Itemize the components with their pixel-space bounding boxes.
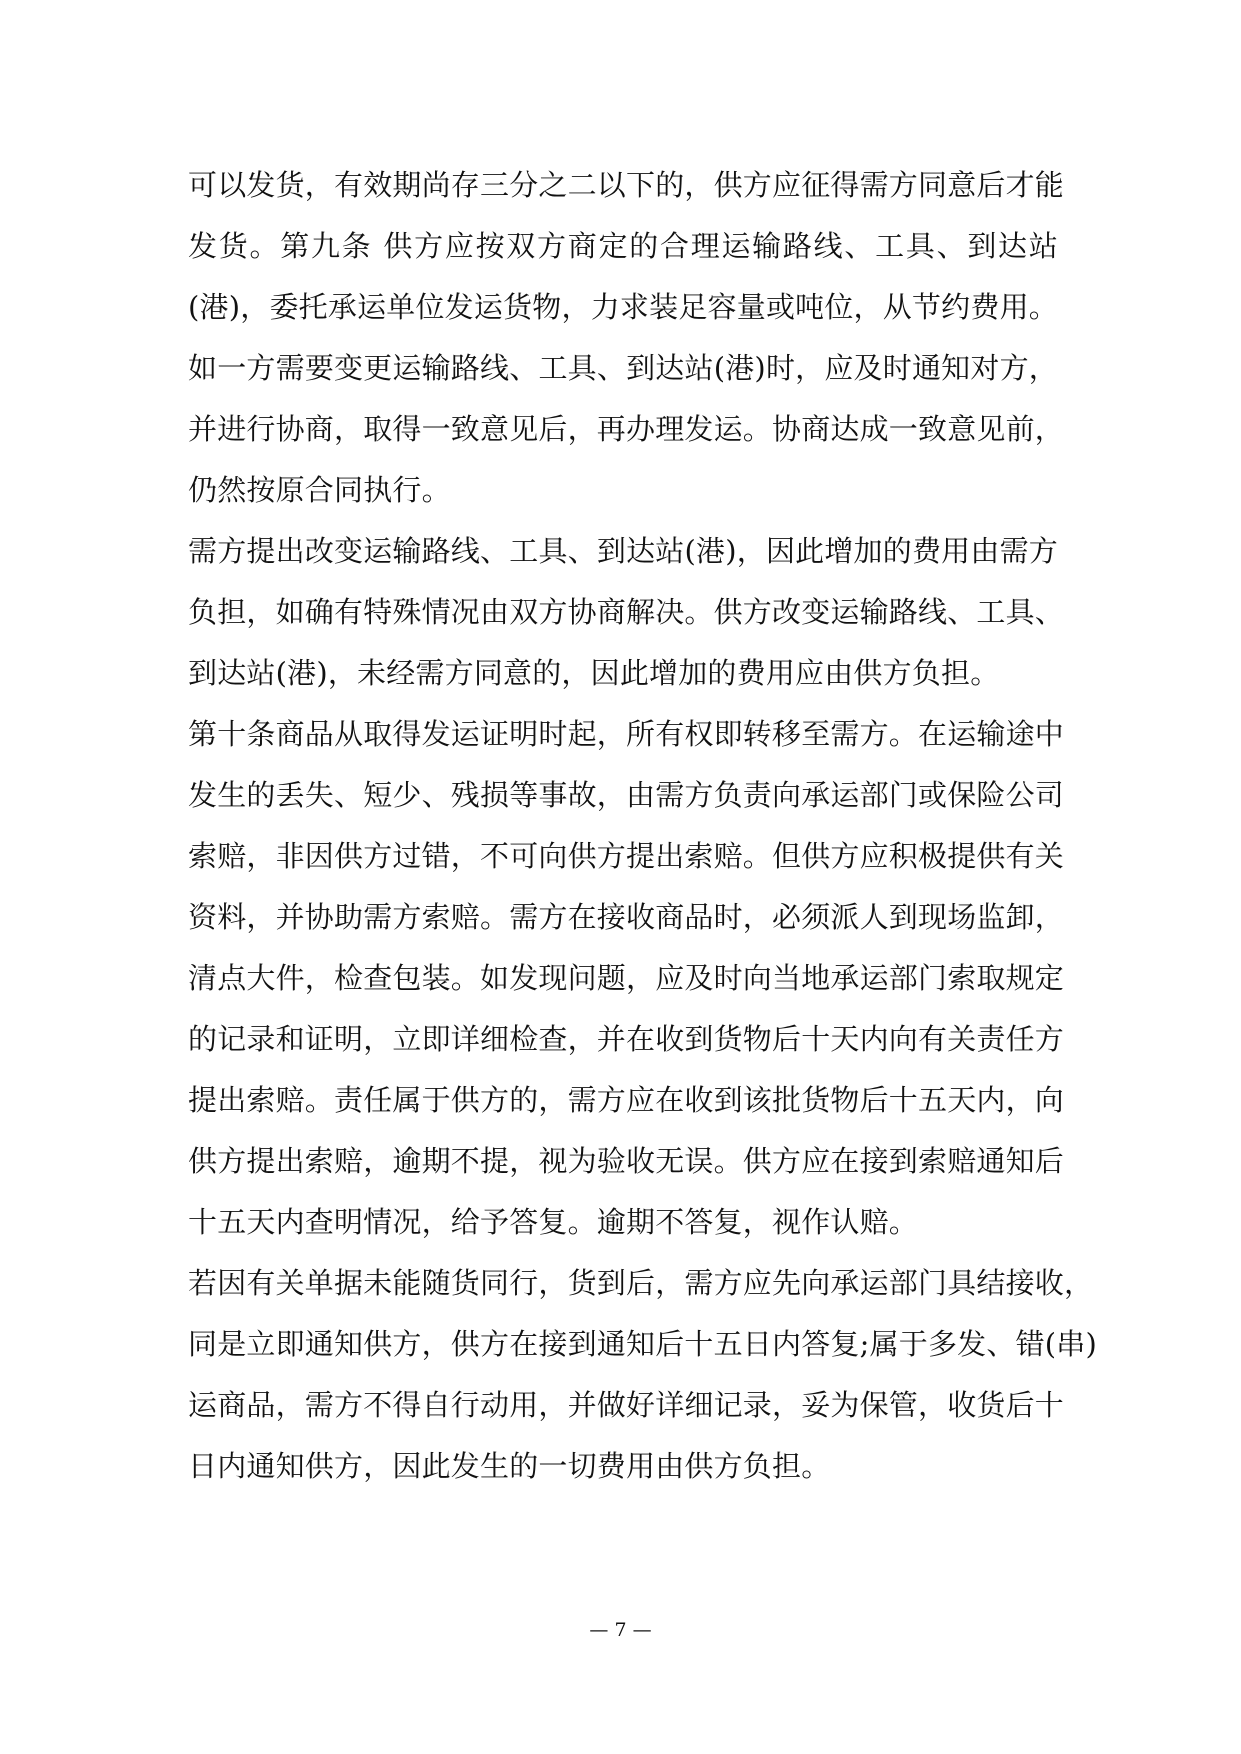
- page-number: — 7 —: [589, 1619, 652, 1641]
- text-line: 的记录和证明，立即详细检查，并在收到货物后十天内向有关责任方: [188, 1022, 1065, 1056]
- text-line: 同是立即通知供方，供方在接到通知后十五日内答复;属于多发、错(串): [188, 1327, 1097, 1361]
- paragraph-4: [188, 1253, 1097, 1497]
- text-line: 若因有关单据未能随货同行，货到后，需方应先向承运部门具结接收，: [188, 1266, 1094, 1300]
- text-line: 运商品，需方不得自行动用，并做好详细记录，妥为保管，收货后十: [188, 1388, 1065, 1422]
- text-line: 如一方需要变更运输路线、工具、到达站(港)时，应及时通知对方，: [188, 351, 1058, 385]
- text-line: 提出索赔。责任属于供方的，需方应在收到该批货物后十五天内，向: [188, 1083, 1065, 1117]
- text-line: 资料，并协助需方索赔。需方在接收商品时，必须派人到现场监卸，: [188, 900, 1065, 934]
- paragraph-3: [188, 704, 1065, 1253]
- text-line: 发货。第九条 供方应按双方商定的合理运输路线、工具、到达站: [188, 229, 1058, 263]
- text-line: 需方提出改变运输路线、工具、到达站(港)，因此增加的费用由需方: [188, 534, 1058, 568]
- paragraph-2: [188, 521, 1065, 704]
- text-line: 索赔，非因供方过错，不可向供方提出索赔。但供方应积极提供有关: [188, 839, 1065, 873]
- text-line: 清点大件，检查包装。如发现问题，应及时向当地承运部门索取规定: [188, 961, 1065, 995]
- text-line: 可以发货，有效期尚存三分之二以下的，供方应征得需方同意后才能: [188, 168, 1065, 202]
- text-line: 并进行协商，取得一致意见后，再办理发运。协商达成一致意见前，: [188, 412, 1065, 446]
- paragraph-1: [188, 155, 1065, 521]
- text-line: 日内通知供方，因此发生的一切费用由供方负担。: [188, 1449, 831, 1483]
- text-line: 仍然按原合同执行。: [188, 473, 451, 507]
- text-line: 负担，如确有特殊情况由双方协商解决。供方改变运输路线、工具、: [188, 595, 1065, 629]
- document-body: [188, 155, 1097, 1497]
- text-line: 发生的丢失、短少、残损等事故，由需方负责向承运部门或保险公司: [188, 778, 1065, 812]
- text-line: 第十条商品从取得发运证明时起，所有权即转移至需方。在运输途中: [188, 717, 1065, 751]
- text-line: 十五天内查明情况，给予答复。逾期不答复，视作认赔。: [188, 1205, 919, 1239]
- text-line: 供方提出索赔，逾期不提，视为验收无误。供方应在接到索赔通知后: [188, 1144, 1065, 1178]
- text-line: 到达站(港)，未经需方同意的，因此增加的费用应由供方负担。: [188, 656, 1000, 690]
- text-line: (港)，委托承运单位发运货物，力求装足容量或吨位，从节约费用。: [188, 290, 1058, 324]
